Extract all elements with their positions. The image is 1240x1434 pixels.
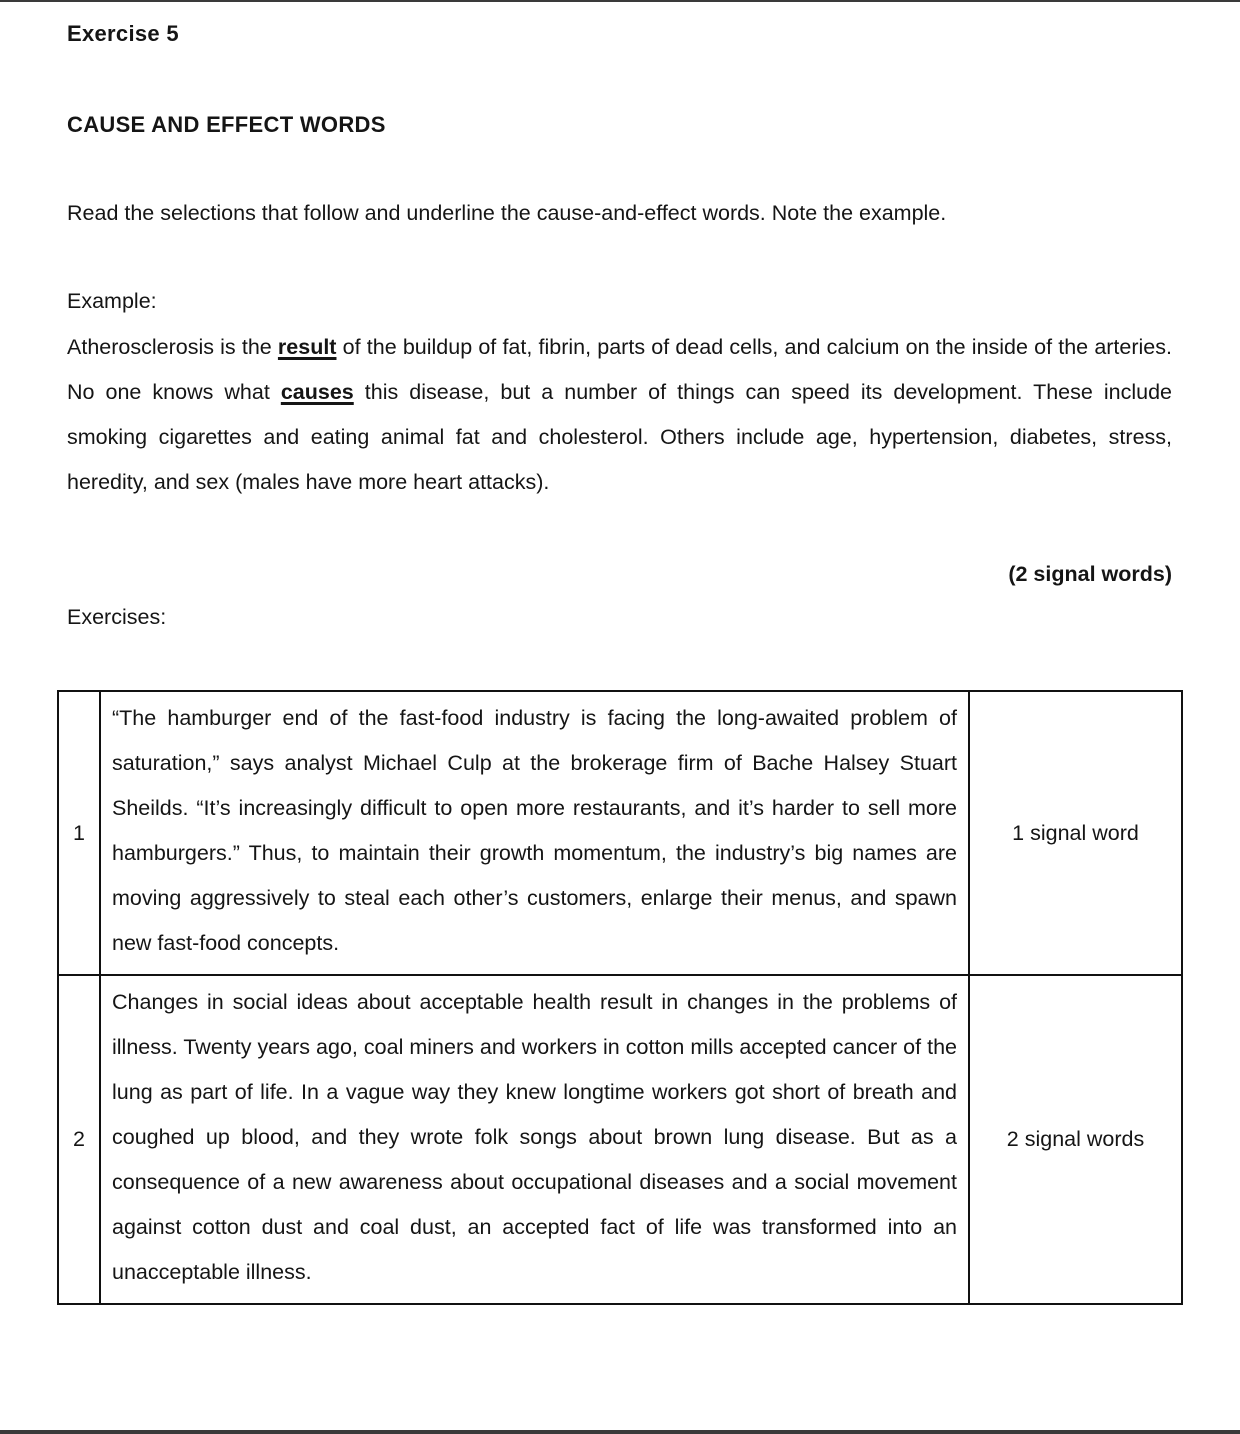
- exercise-text: “The hamburger end of the fast-food industry is facing the long-awaited problem of saturation,” says analyst Michael Culp at the brokerage firm of Bache Halsey Stuart Sheilds. “It’s increasingly difficult to open more restaurants, and it’s harder to sell more hamburgers.” Thus, to maintain their growth momentum, the industry’s big names are moving aggressively to steal each other’s customers, enlarge their menus, and spawn new fast-food concepts.: [100, 691, 969, 975]
- exercise-number: 2: [58, 975, 100, 1304]
- exercise-title: Exercise 5: [67, 21, 179, 46]
- section-heading: CAUSE AND EFFECT WORDS: [67, 112, 386, 137]
- example-signal-count: (2 signal words): [1008, 562, 1172, 586]
- exercise-text: Changes in social ideas about acceptable health result in changes in the problems of illness. Twenty years ago, coal miners and workers in cotton mills accepted cancer of the lung as part of life. In a vague way they knew longtime workers got short of breath and coughed up blood, and they wrote folk songs about brown lung disease. But as a consequence of a new awareness about occupational diseases and a social movement against cotton dust and coal dust, an accepted fact of life was transformed into an unacceptable illness.: [100, 975, 969, 1304]
- top-border: [0, 0, 1240, 2]
- bottom-border: [0, 1430, 1240, 1434]
- example-label: Example:: [67, 289, 157, 313]
- table-row: [58, 975, 1182, 1304]
- example-text: Atherosclerosis is the: [67, 335, 278, 359]
- exercises-label: Exercises:: [67, 605, 167, 629]
- signal-count: 1 signal word: [969, 691, 1182, 975]
- signal-word-causes: causes: [280, 380, 354, 404]
- example-text: this disease, but a number of things can speed its development. These include smoking cigarettes and eating animal fat and cholesterol. Others include age, hypertension, diabetes, stress, heredity, and sex (males have more heart attacks).: [67, 380, 1172, 494]
- exercises-table: [57, 690, 1183, 1305]
- example-paragraph: [67, 325, 1172, 505]
- exercise-number: 1: [58, 691, 100, 975]
- signal-word-result: result: [277, 335, 337, 359]
- signal-count: 2 signal words: [969, 975, 1182, 1304]
- instructions: Read the selections that follow and underline the cause-and-effect words. Note the example.: [67, 201, 947, 225]
- example-text: of the buildup of fat, fibrin, parts of dead cells, and calcium on the inside of the arteries. No one knows what: [67, 335, 1172, 404]
- table-row: [58, 691, 1182, 975]
